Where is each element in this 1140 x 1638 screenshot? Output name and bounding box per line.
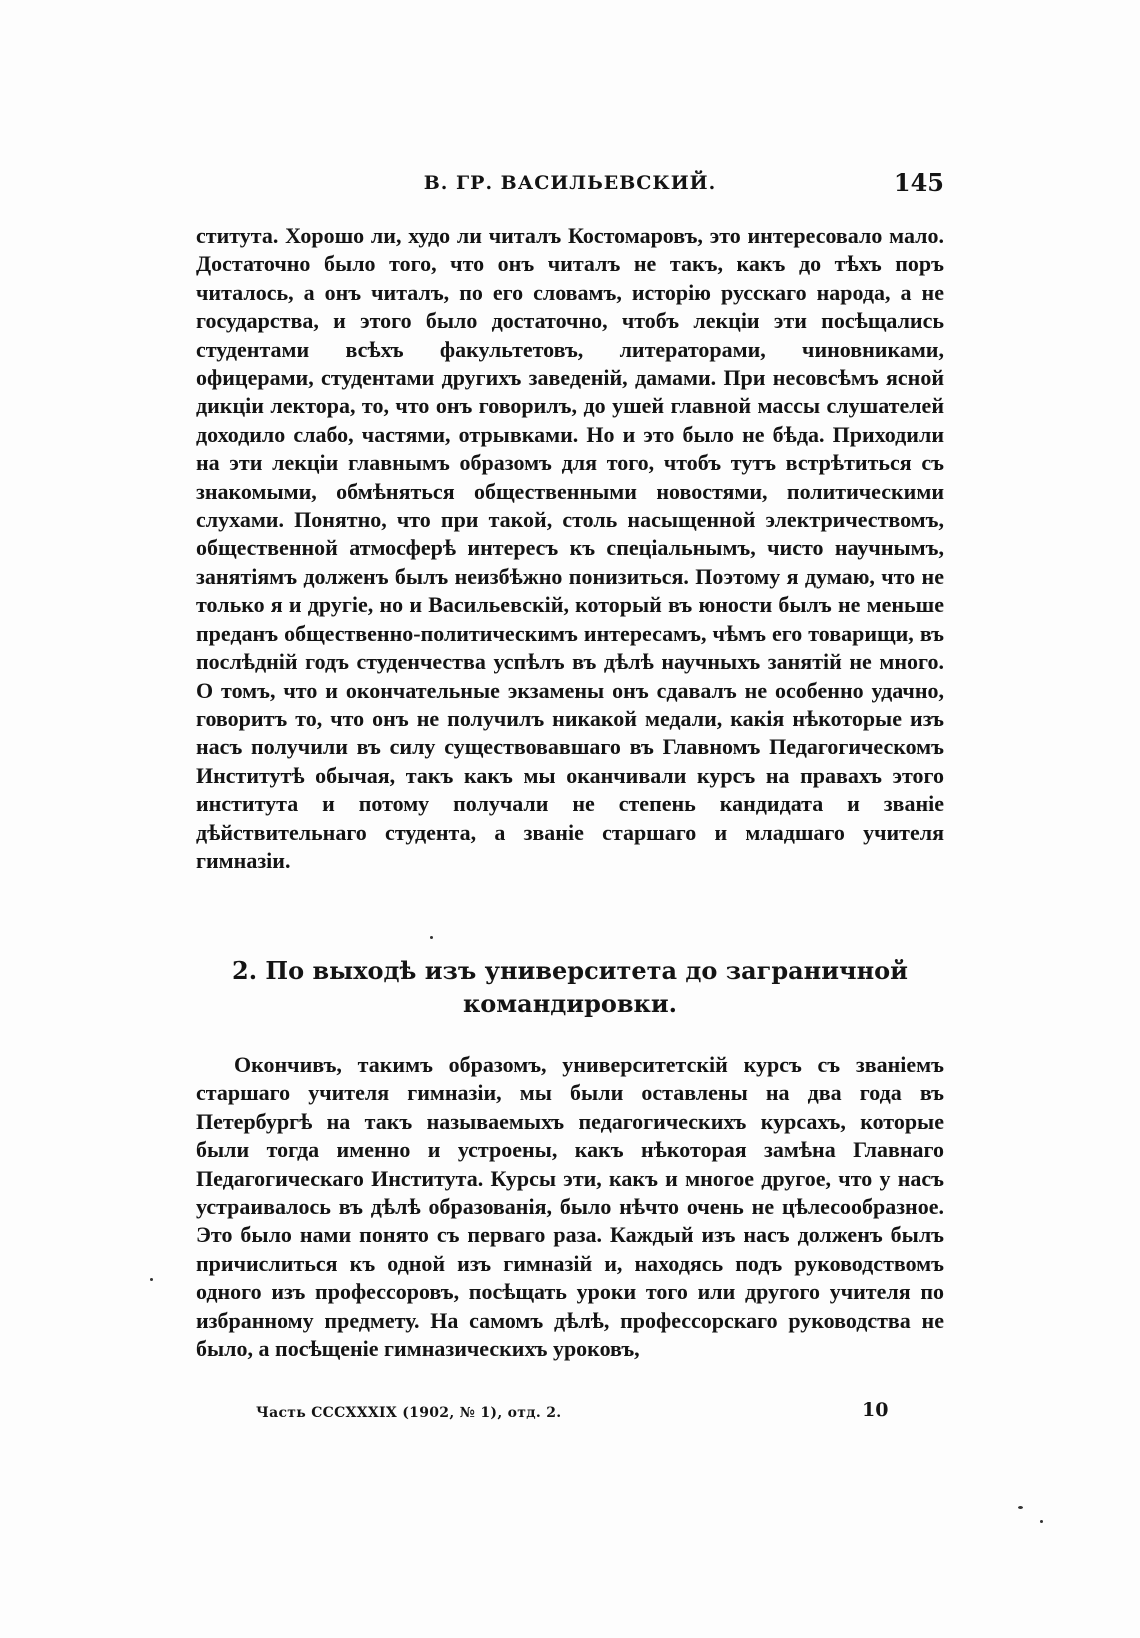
body-paragraph-1: ститута. Хорошо ли, худо ли читалъ Костомаровъ, это интересовало мало. Достаточно было того, что онъ читалъ не такъ, какъ до тѣхъ поръ читалось, а онъ читалъ, по его словамъ, исторію русскаго народа, а не государства, и этого было достаточно, чтобъ лекціи эти посѣщались студентами всѣхъ факультетовъ, литераторами, чиновниками, офицерами, студентами другихъ заведеній, дамами. При несовсѣмъ ясной дикціи лектора, то, что онъ говорилъ, до ушей главной массы слушателей доходило слабо, частями, отрывками. Но и это было не бѣда. Приходили на эти лекціи главнымъ образомъ для того, чтобъ тутъ встрѣтиться съ знакомыми, обмѣняться общественными новостями, политическими слухами. Понятно, что при такой, столь насыщенной электричествомъ, общественной атмосферѣ интересъ къ спеціальнымъ, чисто научнымъ, занятіямъ долженъ былъ неизбѣжно понизиться. Поэтому я думаю, что не только я и другіе, но и Васильевскій, который въ юности былъ не меньше преданъ общественно-политическимъ интересамъ, чѣмъ его товарищи, въ послѣдній годъ студенчества успѣлъ въ дѣлѣ научныхъ занятій не много. О томъ, что и окончательные экзамены онъ сдавалъ не особенно удачно, говоритъ то, что онъ не получилъ никакой медали, какія нѣкоторые изъ насъ получили въ силу существовавшаго въ Главномъ Педагогическомъ Институтѣ обычая, такъ какъ мы оканчивали курсъ на правахъ этого института и потому получали не степень кандидата и званіе дѣйствительнаго студента, а званіе старшаго и младшаго учителя гимназіи. xyxy=(196,223,944,873)
scan-speck xyxy=(150,1278,153,1281)
printer-signature: Часть CCCXXXIX (1902, № 1), отд. 2. xyxy=(256,1405,562,1421)
page-header xyxy=(196,166,944,206)
page-footer xyxy=(256,1399,944,1429)
scan-speck xyxy=(1018,1506,1023,1509)
section-heading: 2. По выходѣ изъ университета до заграничной командировки. xyxy=(232,956,908,1018)
running-title: В. ГР. ВАСИЛЬЕВСКИЙ. xyxy=(423,172,717,194)
sheet-number: 10 xyxy=(862,1399,889,1421)
scan-speck xyxy=(430,936,433,939)
scan-speck xyxy=(1040,1520,1043,1523)
page-number: 145 xyxy=(893,168,944,197)
body-paragraph-2: Окончивъ, такимъ образомъ, университетскій курсъ съ званіемъ старшаго учителя гимназіи, мы были оставлены на два года въ Петербургѣ на такъ называемыхъ педагогическихъ курсахъ, которые были тогда именно и устроены, какъ нѣкоторая замѣна Главнаго Педагогическаго Института. Курсы эти, какъ и многое другое, что у насъ устраивалось въ дѣлѣ образованія, было нѣчто очень не цѣлесообразное. Это было нами понято съ перваго раза. Каждый изъ насъ долженъ былъ причислиться къ одной изъ гимназій и, находясь подъ руководствомъ одного изъ профессоровъ, посѣщать уроки того или другого учителя по избранному предмету. На самомъ дѣлѣ, профессорскаго руководства не было, а посѣщеніе гимназическихъ уроковъ, xyxy=(196,1052,944,1362)
